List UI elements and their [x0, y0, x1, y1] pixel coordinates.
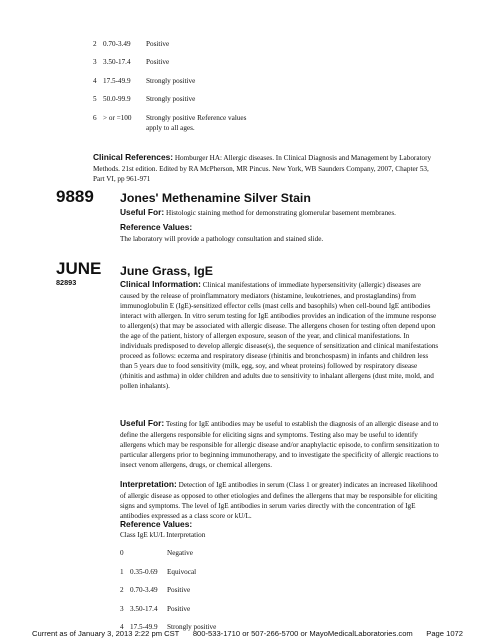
footer-contact: 800-533-1710 or 507-266-5700 or MayoMedicalLaboratories.com — [192, 629, 413, 638]
range-cell: 17.5-49.9 — [130, 623, 158, 632]
useful-for-section — [120, 207, 440, 219]
reference-values-heading: Reference Values: — [120, 222, 193, 232]
range-cell: > or =100 — [103, 113, 132, 122]
interpretation-cell: Positive — [167, 604, 191, 613]
interpretation-cell: Strongly positive — [167, 623, 217, 632]
table-row — [120, 604, 216, 614]
table-row — [120, 567, 216, 577]
class-cell: 6 — [93, 113, 97, 122]
reference-table-header: Class IgE kU/L Interpretation — [120, 531, 206, 539]
interpretation-cell: Positive — [146, 58, 170, 67]
interpretation-cell: Negative — [167, 549, 193, 558]
clinical-information-section — [120, 279, 440, 392]
useful-for-section — [120, 418, 440, 470]
interpretation-cell: Strongly positive — [146, 95, 196, 104]
clinical-information-heading: Clinical Information: — [120, 279, 201, 289]
clinical-information-text: Clinical manifestations of immediate hypersensitivity (allergic) diseases are caused by the release of proinflammatory mediators (histamine, leukotrienes, and prostaglandins) from immunoglobulin E (IgE)-sensitized effector cells (mast cells and basophils) when cell-bound IgE antibodies interact with allergen. In vitro serum testing for IgE antibodies provides an indication of the immune response to allergen(s) that may be associated with allergic disease. The allergens chosen for testing often depend upon the age of the patient, history of allergen exposure, season of the year, and clinical manifestations. In individuals predisposed to develop allergic disease(s), the sequence of sensitization and clinical manifestations proceed as follows: eczema and respiratory disease (rhinitis and bronchospasm) in infants and children less than 5 years due to food sensitivity (milk, egg, soy, and wheat proteins) followed by respiratory disease (rhinitis and asthma) in older children and adults due to sensitivity to inhalant allergens (dust mite, mold, and pollen inhalants). — [120, 281, 439, 391]
clinical-references-text: Homburger HA: Allergic diseases. In Clinical Diagnosis and Management by Laboratory Methods. 21st edition. Edited by RA McPherson, MR Pincus. New York, WB Saunders Company, 2007, Chapter 53, Part VI, pp 961-971 — [93, 154, 432, 183]
interpretation-cell: Strongly positive — [146, 76, 196, 85]
reference-values-heading: Reference Values: — [120, 519, 193, 529]
test-subcode: 82893 — [56, 278, 77, 287]
test-title: June Grass, IgE — [120, 264, 213, 278]
range-cell: 0.70-3.49 — [130, 586, 158, 595]
useful-for-heading: Useful For: — [120, 207, 165, 217]
class-cell: 3 — [120, 604, 124, 613]
reference-values-section — [120, 222, 440, 244]
class-cell: 1 — [120, 567, 124, 576]
class-cell: 3 — [93, 58, 97, 67]
reference-table — [120, 530, 216, 641]
interpretation-cell: Equivocal — [167, 567, 197, 576]
class-cell: 2 — [120, 586, 124, 595]
page-footer — [32, 629, 463, 640]
interpretation-text: Detection of IgE antibodies in serum (Class 1 or greater) indicates an increased likelihood of allergic disease as opposed to other etiologies and defines the allergens that may be responsible for eliciting signs and symptoms. The level of IgE antibodies in serum varies directly with the concentration of IgE antibodies expressed as a class score or kU/L. — [120, 481, 438, 520]
interpretation-cell: Positive — [146, 40, 170, 48]
class-cell: 5 — [93, 95, 97, 104]
class-cell: 4 — [93, 76, 97, 85]
reference-values-text: The laboratory will provide a pathology consultation and stained slide. — [120, 234, 324, 243]
table-row — [93, 57, 246, 67]
table-row — [93, 94, 246, 104]
reference-values-section — [120, 519, 440, 531]
test-code: JUNE — [56, 259, 102, 278]
class-cell: 2 — [93, 40, 97, 48]
range-cell: 0.70-3.49 — [103, 40, 131, 48]
range-cell — [130, 548, 167, 558]
table-note: apply to all ages. — [146, 123, 195, 132]
test-title: Jones' Methenamine Silver Stain — [120, 191, 311, 205]
footer-page-number: Page 1072 — [426, 629, 463, 638]
clinical-references-heading: Clinical References: — [93, 152, 174, 162]
clinical-references — [93, 152, 441, 184]
useful-for-text: Testing for IgE antibodies may be useful to establish the diagnosis of an allergic disease and to define the allergens responsible for eliciting signs and symptoms. Testing also may be useful to identify allergens which may be responsible for allergic disease and/or anaphylactic episode, to confirm sensitization to particular allergens prior to beginning immunotherapy, and to investigate the specificity of allergic reactions to insect venom allergens, drugs, or chemical allergens. — [120, 420, 440, 469]
interpretation-heading: Interpretation: — [120, 479, 177, 489]
interpretation-section — [120, 479, 440, 521]
table-row — [120, 548, 216, 558]
useful-for-text: Histologic staining method for demonstrating glomerular basement membranes. — [166, 209, 396, 217]
table-row — [120, 585, 216, 595]
reference-table-top — [93, 39, 246, 141]
range-cell: 17.5-49.9 — [103, 76, 131, 85]
table-row — [93, 113, 246, 123]
test-code: 9889 — [56, 187, 94, 206]
table-row — [93, 39, 246, 49]
interpretation-cell: Positive — [167, 586, 191, 595]
range-cell: 50.0-99.9 — [103, 95, 131, 104]
footer-date: Current as of January 3, 2013 2:22 pm CST — [32, 629, 180, 638]
useful-for-heading: Useful For: — [120, 418, 165, 428]
class-cell: 4 — [120, 623, 124, 632]
range-cell: 3.50-17.4 — [130, 604, 158, 613]
interpretation-cell: Strongly positive Reference values — [146, 113, 247, 122]
class-cell: 0 — [120, 549, 124, 558]
range-cell: 0.35-0.69 — [130, 567, 158, 576]
table-row — [93, 76, 246, 86]
range-cell: 3.50-17.4 — [103, 58, 131, 67]
